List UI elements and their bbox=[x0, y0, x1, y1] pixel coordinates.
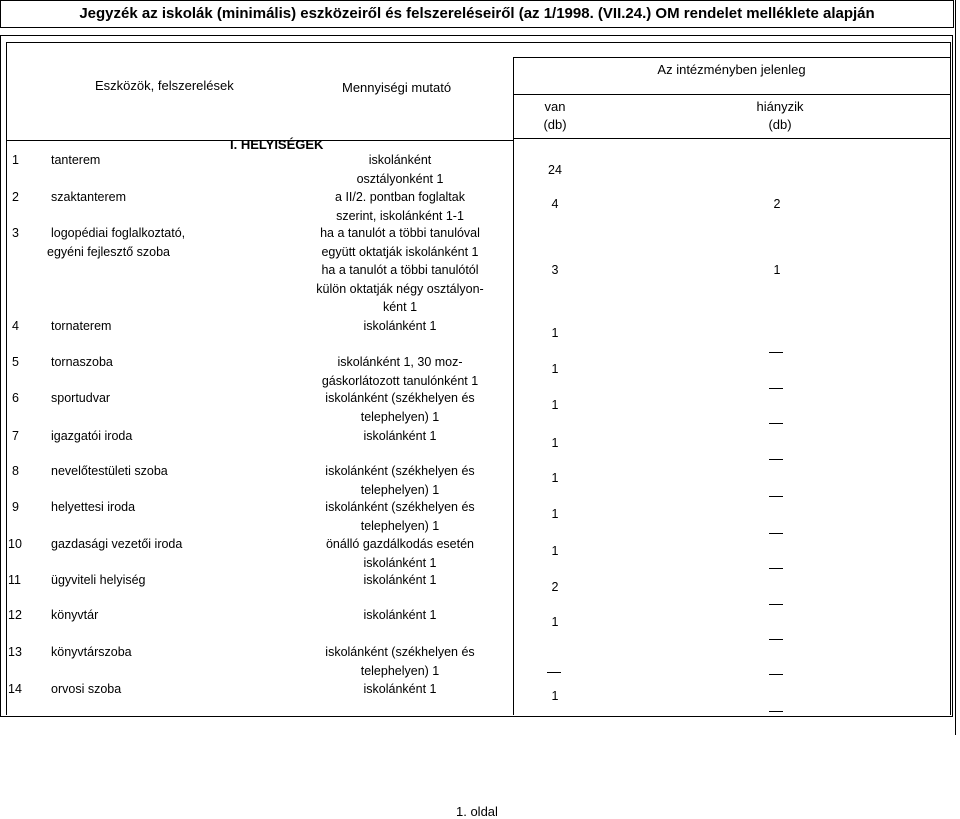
row-missing-dash bbox=[769, 711, 783, 712]
row-van: 1 bbox=[551, 689, 559, 703]
row-van: 3 bbox=[551, 263, 559, 277]
row-missing-dash bbox=[769, 533, 783, 534]
row-number: 2 bbox=[12, 190, 19, 204]
right-group-sub-line bbox=[513, 94, 950, 95]
row-quantity: a II/2. pontban foglaltak bbox=[335, 190, 465, 204]
header-present-group: Az intézményben jelenleg bbox=[657, 62, 806, 77]
header-quantity: Mennyiségi mutató bbox=[342, 80, 452, 95]
row-quantity: osztályonként 1 bbox=[356, 171, 444, 186]
row-van: 1 bbox=[551, 362, 559, 376]
header-missing: hiányzik bbox=[756, 99, 804, 114]
row-number: 5 bbox=[12, 355, 19, 369]
row-number: 10 bbox=[8, 537, 22, 551]
row-number: 8 bbox=[12, 464, 19, 478]
row-missing-dash bbox=[769, 459, 783, 460]
document-title: Jegyzék az iskolák (minimális) eszközeiről és felszereléseiről (az 1/1998. (VII.24.) OM rendelet melléklete alapján bbox=[0, 0, 954, 28]
section-title: I. HELYISÉGEK bbox=[230, 137, 324, 152]
table-top-inner-line bbox=[6, 42, 950, 43]
row-van: 1 bbox=[551, 544, 559, 558]
row-missing-dash bbox=[769, 639, 783, 640]
row-quantity: iskolánként 1, 30 moz- bbox=[337, 355, 463, 369]
header-missing-unit: (db) bbox=[768, 117, 792, 132]
row-number: 14 bbox=[8, 682, 22, 696]
row-van: 2 bbox=[551, 580, 559, 594]
row-quantity: iskolánként 1 bbox=[363, 555, 437, 570]
row-quantity: ha a tanulót a többi tanulótól bbox=[321, 263, 479, 277]
row-van: 1 bbox=[551, 507, 559, 521]
row-missing-dash bbox=[769, 604, 783, 605]
row-quantity: iskolánként 1 bbox=[363, 682, 437, 696]
row-missing-dash bbox=[769, 674, 783, 675]
row-van: 1 bbox=[551, 398, 559, 412]
row-quantity: telephelyen) 1 bbox=[360, 663, 440, 678]
row-quantity: gáskorlátozott tanulónként 1 bbox=[321, 373, 479, 388]
row-name: sportudvar bbox=[51, 391, 111, 405]
row-number: 12 bbox=[8, 608, 22, 622]
row-van-dash bbox=[547, 672, 561, 673]
header-van-unit: (db) bbox=[543, 117, 567, 132]
row-van: 1 bbox=[551, 615, 559, 629]
row-name: ügyviteli helyiség bbox=[51, 573, 146, 587]
row-name: tornaszoba bbox=[51, 355, 113, 369]
row-number: 4 bbox=[12, 319, 19, 333]
row-quantity: ként 1 bbox=[382, 300, 418, 314]
row-name: könyvtárszoba bbox=[51, 645, 132, 659]
row-quantity: ha a tanulót a többi tanulóval bbox=[320, 226, 480, 240]
right-group-top-line bbox=[513, 57, 950, 58]
row-van: 1 bbox=[551, 436, 559, 450]
header-bottom-line-right bbox=[513, 138, 950, 139]
row-quantity: együtt oktatják iskolánként 1 bbox=[321, 244, 479, 259]
row-number: 13 bbox=[8, 645, 22, 659]
row-quantity: iskolánként (székhelyen és bbox=[325, 391, 475, 405]
row-missing: 2 bbox=[773, 197, 781, 211]
row-quantity: telephelyen) 1 bbox=[360, 518, 440, 533]
row-name: helyettesi iroda bbox=[51, 500, 136, 514]
row-number: 11 bbox=[8, 573, 21, 587]
row-name: nevelőtestületi szoba bbox=[51, 464, 168, 478]
row-missing-dash bbox=[769, 352, 783, 353]
row-missing-dash bbox=[769, 423, 783, 424]
row-name: orvosi szoba bbox=[51, 682, 122, 696]
row-missing-dash bbox=[769, 388, 783, 389]
row-name: igazgatói iroda bbox=[51, 429, 133, 443]
row-van: 1 bbox=[551, 471, 559, 485]
row-quantity: szerint, iskolánként 1-1 bbox=[336, 208, 464, 223]
row-quantity: telephelyen) 1 bbox=[360, 482, 440, 497]
row-number: 6 bbox=[12, 391, 19, 405]
row-number: 7 bbox=[12, 429, 19, 443]
row-quantity: önálló gazdálkodás esetén bbox=[325, 537, 475, 551]
row-number: 9 bbox=[12, 500, 19, 514]
page-right-line bbox=[955, 0, 956, 735]
row-quantity: külön oktatják négy osztályon- bbox=[316, 281, 484, 296]
header-van: van bbox=[544, 99, 566, 114]
table-right-inner-line bbox=[950, 42, 951, 715]
header-items: Eszközök, felszerelések bbox=[95, 78, 234, 93]
row-quantity: iskolánként 1 bbox=[363, 573, 437, 587]
row-van: 24 bbox=[548, 163, 562, 177]
row-quantity: iskolánként (székhelyen és bbox=[325, 500, 475, 514]
row-quantity: iskolánként 1 bbox=[363, 319, 437, 333]
row-van: 1 bbox=[551, 326, 559, 340]
row-quantity: iskolánként bbox=[368, 153, 432, 167]
row-missing: 1 bbox=[773, 263, 781, 277]
row-van: 4 bbox=[551, 197, 559, 211]
row-number: 3 bbox=[12, 226, 19, 240]
row-name: logopédiai foglalkoztató, bbox=[51, 226, 186, 240]
row-quantity: iskolánként 1 bbox=[363, 429, 437, 443]
table-left-inner-line bbox=[6, 42, 7, 715]
row-missing-dash bbox=[769, 496, 783, 497]
row-name: egyéni fejlesztő szoba bbox=[47, 244, 170, 259]
row-quantity: iskolánként (székhelyen és bbox=[325, 464, 475, 478]
row-name: tanterem bbox=[51, 153, 101, 167]
page-number: 1. oldal bbox=[456, 804, 498, 819]
row-number: 1 bbox=[12, 153, 19, 167]
row-name: szaktanterem bbox=[51, 190, 127, 204]
row-name: gazdasági vezetői iroda bbox=[51, 537, 183, 551]
row-missing-dash bbox=[769, 568, 783, 569]
row-name: könyvtár bbox=[51, 608, 99, 622]
row-name: tornaterem bbox=[51, 319, 112, 333]
row-quantity: iskolánként (székhelyen és bbox=[325, 645, 475, 659]
row-quantity: telephelyen) 1 bbox=[360, 409, 440, 424]
row-quantity: iskolánként 1 bbox=[363, 608, 437, 622]
